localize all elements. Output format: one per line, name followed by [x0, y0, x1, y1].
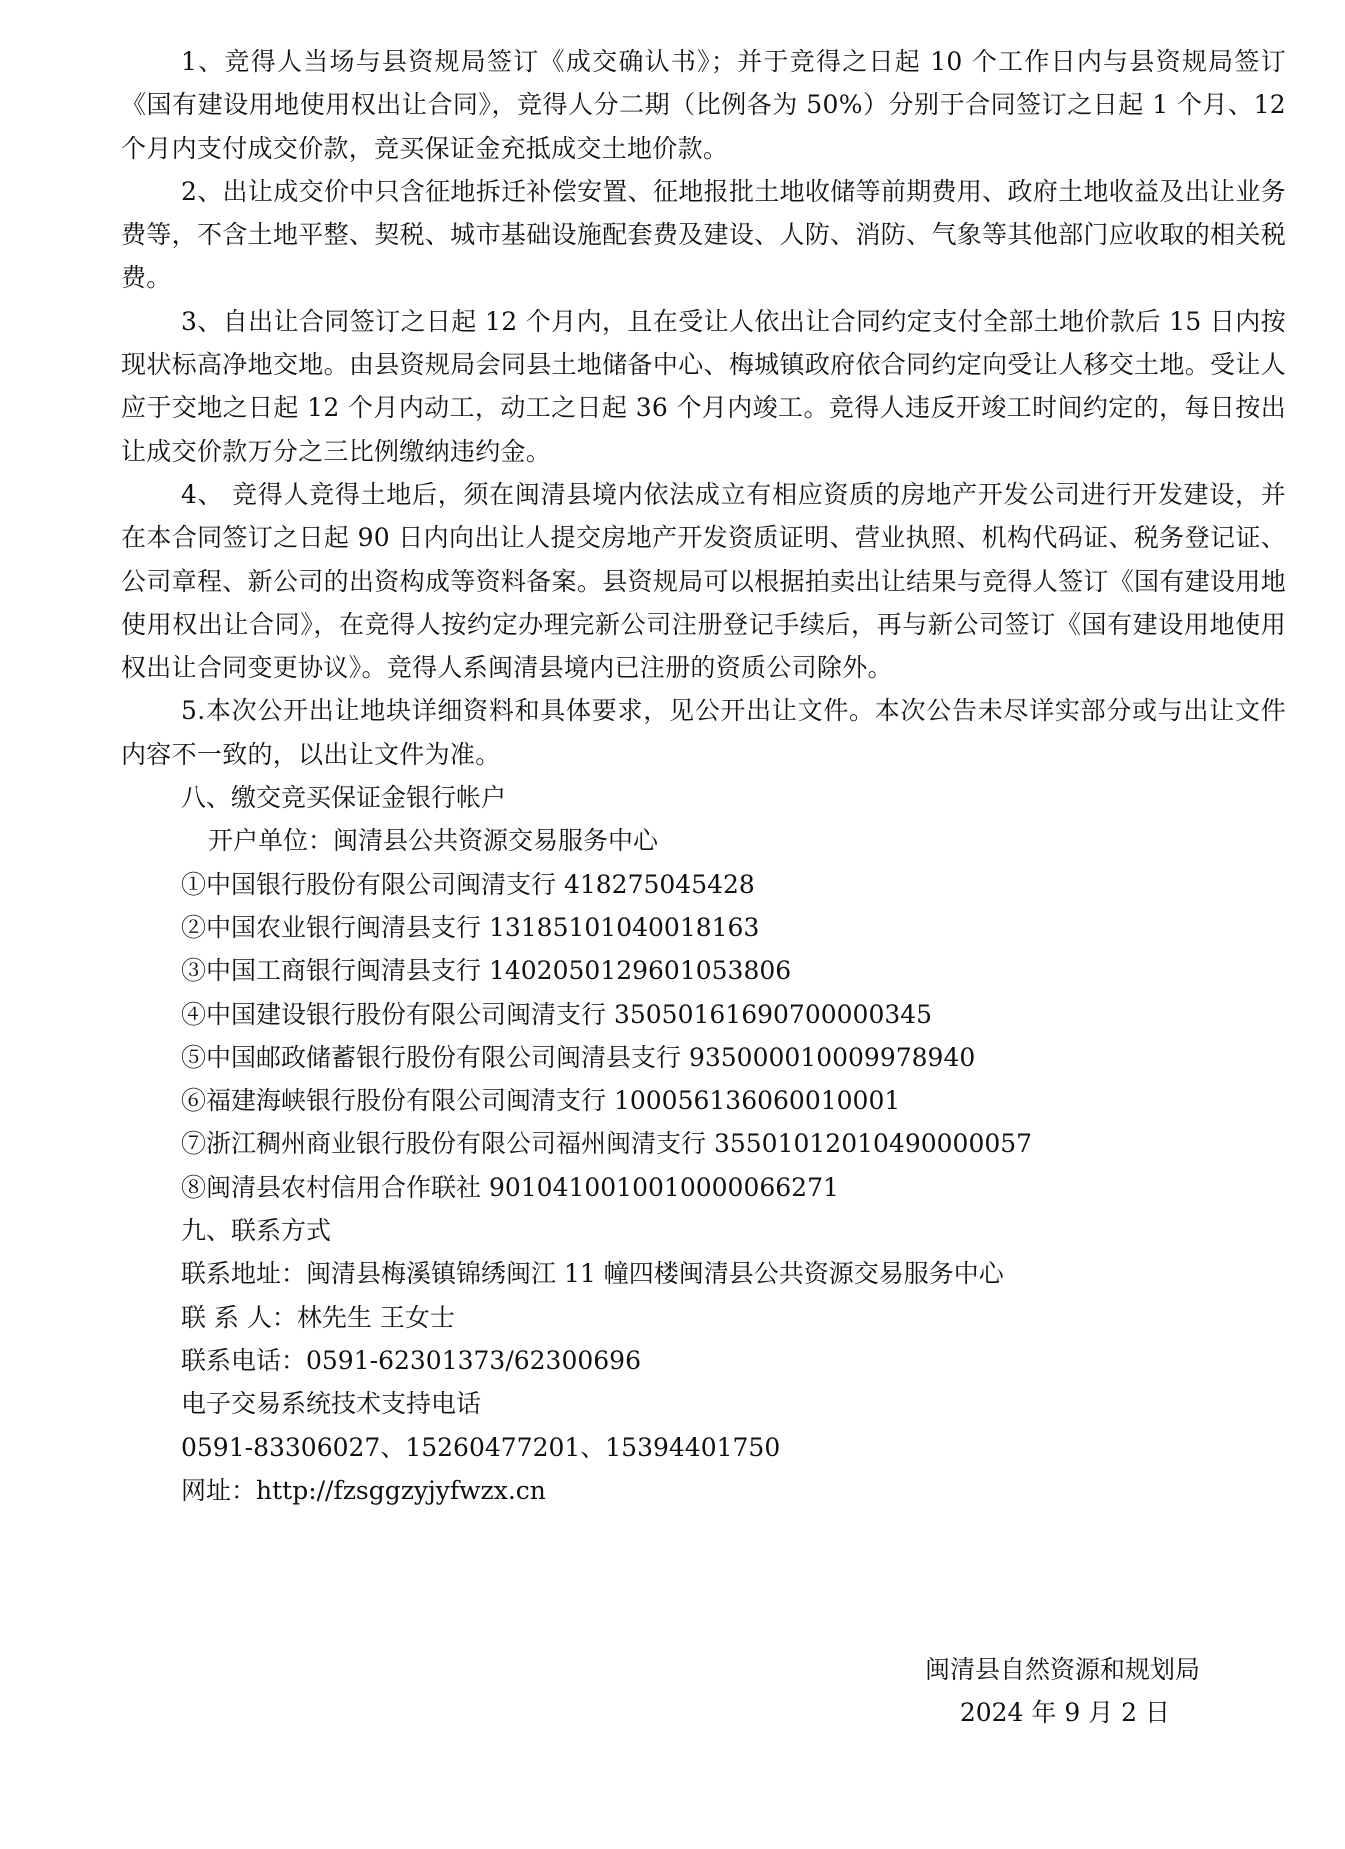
bank-account-6: ⑥福建海峡银行股份有限公司闽清支行 100056136060010001 [181, 1086, 901, 1116]
bank-account-4: ④中国建设银行股份有限公司闽清支行 35050161690700000345 [181, 999, 933, 1029]
tech-support-numbers: 0591-83306027、15260477201、15394401750 [181, 1432, 781, 1462]
issue-date: 2024 年 9 月 2 日 [959, 1698, 1170, 1727]
section-8-heading: 八、缴交竞买保证金银行帐户 [181, 783, 507, 813]
contact-person: 联 系 人：林先生 王女士 [181, 1302, 455, 1332]
bank-account-1: ①中国银行股份有限公司闽清支行 418275045428 [181, 869, 755, 899]
clause-3-paragraph: 3、自出让合同签订之日起 12 个月内，且在受让人依出让合同约定支付全部土地价款后 15 日内按现状标高净地交地。由县资规局会同县土地储备中心、梅城镇政府依合同约定向受让人移交土地。受让人应于交地之日起 12 个月内动工，动工之日起 36 个月内竣工。竞得人违反开竣工时间约定的，每日按出让成交价款万分之三比例缴纳违约金。 [121, 306, 1286, 466]
bank-account-7: ⑦浙江稠州商业银行股份有限公司福州闽清支行 35501012010490000057 [181, 1129, 1033, 1159]
section-9-heading: 九、联系方式 [181, 1216, 332, 1246]
tech-support-label: 电子交易系统技术支持电话 [181, 1389, 482, 1419]
clause-1-paragraph: 1、竞得人当场与县资规局签订《成交确认书》；并于竞得之日起 10 个工作日内与县资规局签订《国有建设用地使用权出让合同》，竞得人分二期（比例各为 50%）分别于合同签订之日起 1 个月、12 个月内支付成交价款，竞买保证金充抵成交土地价款。 [121, 47, 1286, 163]
website-link[interactable]: 网址：http://fzsggzyjyfwzx.cn [181, 1475, 546, 1505]
document-body [121, 40, 1286, 1512]
bank-account-5: ⑤中国邮政储蓄银行股份有限公司闽清县支行 935000010009978940 [181, 1042, 976, 1072]
signature-block [925, 1648, 1200, 1734]
clause-2-paragraph: 2、出让成交价中只含征地拆迁补偿安置、征地报批土地收储等前期费用、政府土地收益及出让业务费等，不含土地平整、契税、城市基础设施配套费及建设、人防、消防、气象等其他部门应收取的相关税费。 [121, 176, 1286, 293]
clause-5-paragraph: 5.本次公开出让地块详细资料和具体要求，见公开出让文件。本次公告未尽详实部分或与出让文件内容不一致的，以出让文件为准。 [121, 696, 1286, 769]
bank-account-3: ③中国工商银行闽清县支行 1402050129601053806 [181, 956, 792, 986]
contact-phone: 联系电话：0591-62301373/62300696 [181, 1345, 641, 1375]
bank-account-8: ⑧闽清县农村信用合作联社 9010410010010000066271 [181, 1172, 839, 1202]
contact-address: 联系地址：闽清县梅溪镇锦绣闽江 11 幢四楼闽清县公共资源交易服务中心 [181, 1259, 1004, 1289]
clause-4-paragraph: 4、 竞得人竞得土地后，须在闽清县境内依法成立有相应资质的房地产开发公司进行开发建设，并在本合同签订之日起 90 日内向出让人提交房地产开发资质证明、营业执照、机构代码证、税务登记证、公司章程、新公司的出资构成等资料备案。县资规局可以根据拍卖出让结果与竞得人签订《国有建设用地使用权出让合同》，在竞得人按约定办理完新公司注册登记手续后，再与新公司签订《国有建设用地使用权出让合同变更协议》。竞得人系闽清县境内已注册的资质公司除外。 [121, 479, 1286, 683]
issuer-name: 闽清县自然资源和规划局 [924, 1655, 1200, 1684]
bank-account-2: ②中国农业银行闽清县支行 13185101040018163 [181, 912, 760, 942]
account-holder: 开户单位：闽清县公共资源交易服务中心 [208, 826, 659, 856]
